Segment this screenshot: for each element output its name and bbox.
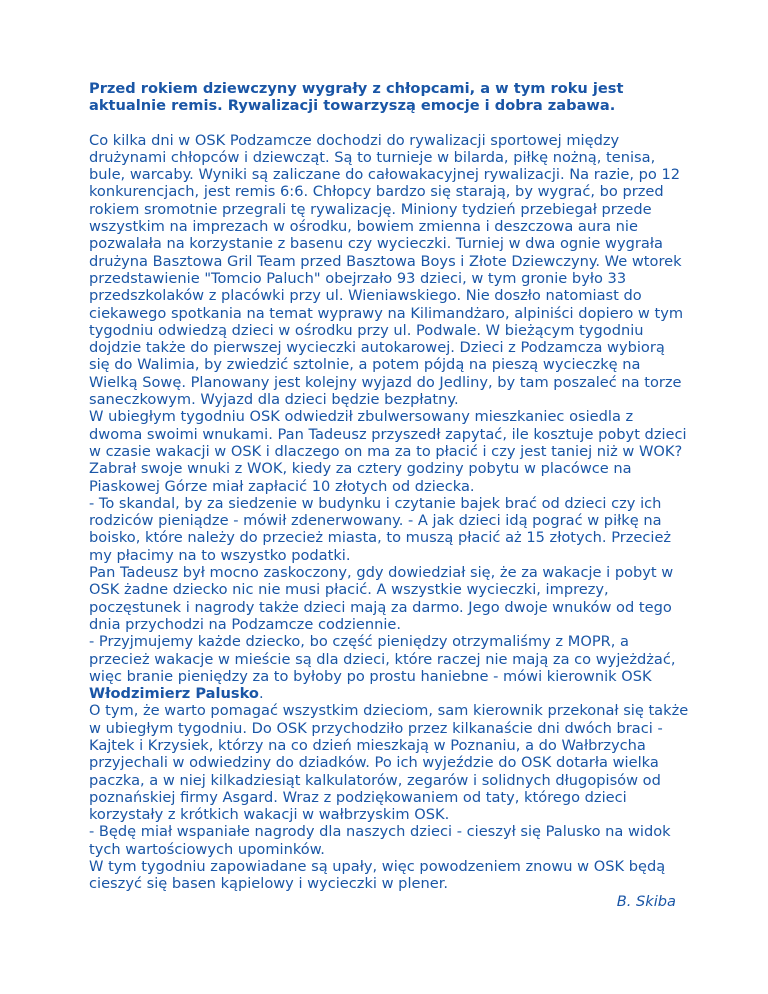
- author-signature: B. Skiba: [616, 892, 676, 910]
- paragraph-5-text: - Przyjmujemy każde dziecko, bo część pieniędzy otrzymaliśmy z MOPR, a przecież wakacje w mieście są dla dzieci, które raczej nie mają za co wyjeżdżać, więc branie pieniędzy za to byłoby po prostu haniebne - mówi kierownik OSK: [89, 633, 676, 685]
- paragraph-2: W ubiegłym tygodniu OSK odwiedził zbulwersowany mieszkaniec osiedla z dwoma swoimi wnukami. Pan Tadeusz przyszedł zapytać, ile kosztuje pobyt dzieci w czasie wakacji w OSK i dlaczego on ma za to płacić i czy jest taniej niż w WOK? Zabrał swoje wnuki z WOK, kiedy za cztery godziny pobytu w placówce na Piaskowej Górze miał zapłacić 10 złotych od dziecka.: [89, 408, 687, 495]
- paragraph-7: - Będę miał wspaniałe nagrody dla naszych dzieci - cieszył się Palusko na widok tych wartościowych upominków.: [89, 823, 671, 858]
- article: [89, 80, 689, 910]
- paragraph-5: [89, 633, 689, 702]
- paragraph-8: W tym tygodniu zapowiadane są upały, więc powodzeniem znowu w OSK będą cieszyć się basen kąpielowy i wycieczki w plener.: [89, 858, 666, 893]
- paragraph-6: O tym, że warto pomagać wszystkim dzieciom, sam kierownik przekonał się także w ubiegłym tygodniu. Do OSK przychodziło przez kilkanaście dni dwóch braci - Kajtek i Krzysiek, którzy na co dzień mieszkają w Poznaniu, a do Wałbrzycha przyjechali w odwiedziny do dziadków. Po ich wyjeździe do OSK dotarła wielka paczka, a w niej kilkadziesiąt kalkulatorów, zegarów i solidnych długopisów od poznańskiej firmy Asgard. Wraz z podziękowaniem od taty, którego dzieci korzystały z krótkich wakacji w wałbrzyskim OSK.: [89, 702, 689, 824]
- paragraph-1: Co kilka dni w OSK Podzamcze dochodzi do rywalizacji sportowej między drużynami chłopców i dziewcząt. Są to turnieje w bilarda, piłkę nożną, tenisa, bule, warcaby. Wyniki są zaliczane do całowakacyjnej rywalizacji. Na razie, po 12 konkurencjach, jest remis 6:6. Chłopcy bardzo się starają, by wygrać, bo przed rokiem sromotnie przegrali tę rywalizację. Miniony tydzień przebiegał przede wszystkim na imprezach w ośrodku, bowiem zmienna i deszczowa aura nie pozwalała na korzystanie z basenu czy wycieczki. Turniej w dwa ognie wygrała drużyna Basztowa Gril Team przed Basztowa Boys i Złote Dziewczyny. We wtorek przedstawienie "Tomcio Paluch" obejrzało 93 dzieci, w tym gronie było 33 przedszkolaków z placówki przy ul. Wieniawskiego. Nie doszło natomiast do ciekawego spotkania na temat wyprawy na Kilimandżaro, alpiniści dopiero w tym tygodniu odwiedzą dzieci w ośrodku przy ul. Podwale. W bieżącym tygodniu dojdzie także do pierwszej wycieczki autokarowej. Dzieci z Podzamcza wybiorą się do Walimia, by zwiedzić sztolnie, a potem pójdą na pieszą wycieczkę na Wielką Sowę. Planowany jest kolejny wyjazd do Jedliny, by tam poszaleć na torze saneczkowym. Wyjazd dla dzieci będzie bezpłatny.: [89, 131, 684, 409]
- article-body: [89, 132, 689, 893]
- paragraph-5-end: .: [258, 685, 264, 703]
- paragraph-3: - To skandal, by za siedzenie w budynku i czytanie bajek brać od dzieci czy ich rodziców pieniądze - mówił zdenerwowany. - A jak dzieci idą pograć w piłkę na boisko, które należy do przecież miasta, to muszą płacić aż 15 złotych. Przecież my płacimy na to wszystko podatki.: [89, 494, 672, 564]
- manager-name: Włodzimierz Palusko: [89, 685, 259, 703]
- article-lead: Przed rokiem dziewczyny wygrały z chłopcami, a w tym roku jest aktualnie remis. Rywalizacji towarzyszą emocje i dobra zabawa.: [89, 80, 624, 115]
- paragraph-4: Pan Tadeusz był mocno zaskoczony, gdy dowiedział się, że za wakacje i pobyt w OSK żadne dziecko nic nie musi płacić. A wszystkie wycieczki, imprezy, poczęstunek i nagrody także dzieci mają za darmo. Jego dwoje wnuków od tego dnia przychodzi na Podzamcze codziennie.: [89, 564, 674, 633]
